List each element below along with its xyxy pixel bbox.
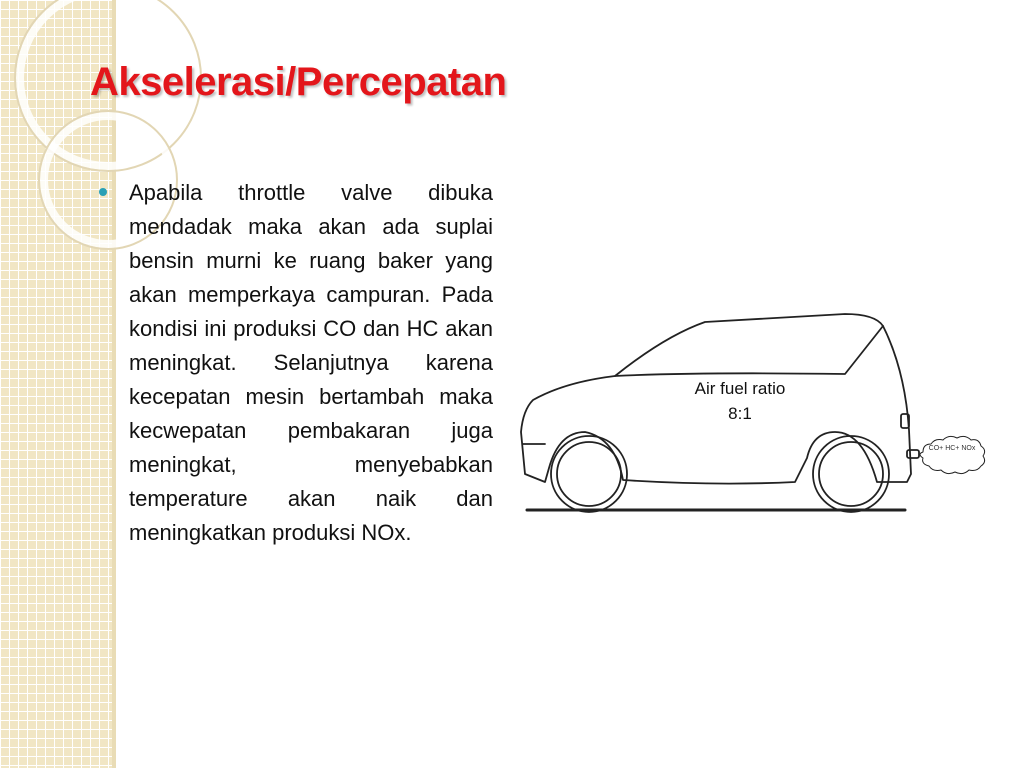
front-wheel <box>551 436 627 512</box>
rear-wheel <box>813 436 889 512</box>
air-fuel-ratio-label <box>660 376 820 426</box>
car-window-line <box>615 326 883 376</box>
exhaust-pipe <box>907 450 919 458</box>
rear-wheel-inner <box>819 442 883 506</box>
exhaust-cloud <box>920 436 985 473</box>
front-wheel-inner <box>557 442 621 506</box>
slide-title: Akselerasi/Percepatan <box>90 60 507 104</box>
ratio-value-text: 8:1 <box>728 404 752 423</box>
ratio-label-text: Air fuel ratio <box>694 379 786 398</box>
bullet-paragraph: Apabila throttle valve dibuka mendadak maka akan ada suplai bensin murni ke ruang baker yang akan memperkaya campuran. Pada kondisi ini produksi CO dan HC akan meningkat. Selanjutnya karena kecepatan mesin bertambah maka kecwepatan pembakaran juga meningkat, menyebabkan temperature akan naik dan meningkatkan produksi NOx. <box>129 180 493 545</box>
exhaust-gas-label: CO+ HC+ NOx <box>928 445 976 452</box>
bullet-dot <box>99 188 107 196</box>
